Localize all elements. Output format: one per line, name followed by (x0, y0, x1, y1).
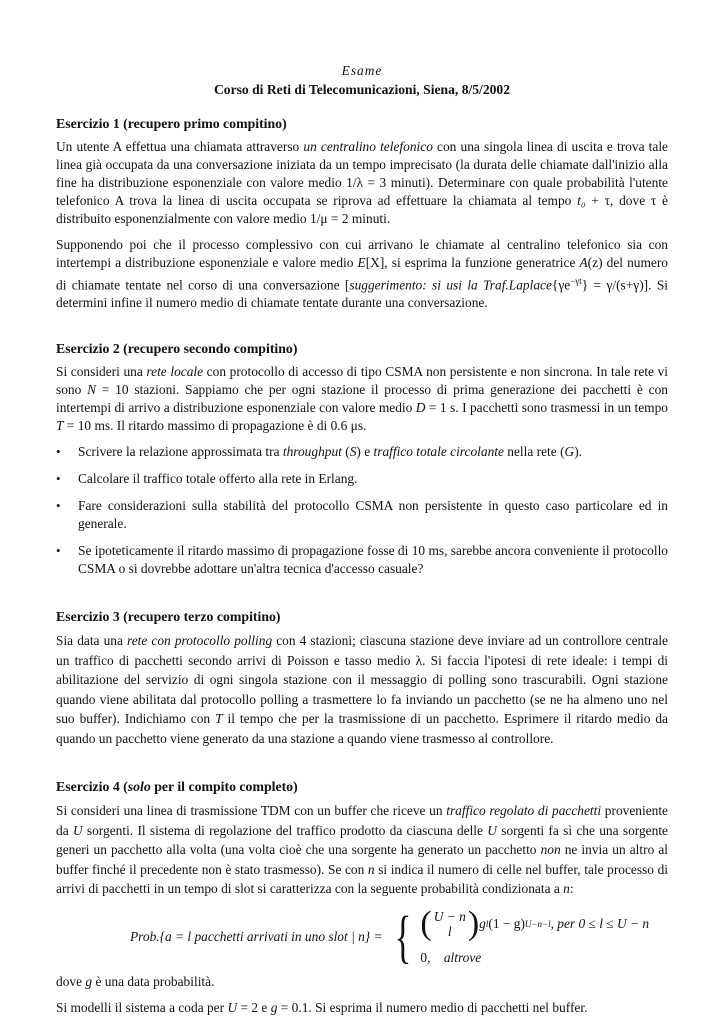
document-header (56, 62, 668, 99)
text: ). (574, 444, 583, 460)
formula-elsewhere: altrove (443, 949, 482, 965)
variable: G (564, 444, 575, 460)
text: Calcolare il traffico totale offerto alla rete in Erlang. (78, 471, 358, 487)
variable: n (367, 861, 375, 877)
text: si indica il numero di celle nel buffer, tale processo di arrivi di pacchetti in un tempo di slot si caratterizza con la seguente probabilità condizionata a (56, 861, 668, 897)
exercise-2-title: Esercizio 2 (recupero secondo compitino) (56, 341, 298, 357)
formula-g-exponent: l (485, 918, 489, 929)
formula-exponent: U−n−l (524, 918, 551, 929)
variable: D (415, 400, 426, 416)
text: con una singola linea di uscita e trova tale linea già occupata da una conversazione iniziata da un tempo imprecisato (la durata delle chiamate dall'inizio alla fine ha distribuzione esponenziale con valore medio 1/λ = 3 minuti). Determinare con quale probabilità l'utente telefonico A trova la linea di uscita occupata se riprova ad effettuare la chiamata al tempo (56, 139, 668, 208)
exercise-1-paragraph-1 (56, 138, 668, 228)
text: Esercizio 4 ( (56, 779, 128, 795)
bullet-icon: • (56, 471, 61, 487)
variable: g (270, 999, 278, 1015)
exercise-1 (56, 115, 668, 312)
variable: t₀ (577, 193, 586, 208)
text: (z) del numero di chiamate tentate nel corso di una conversazione [ (56, 255, 668, 293)
hint-emphasis: suggerimento: si usi la Traf.Laplace (349, 277, 552, 293)
variable: g (85, 973, 93, 989)
text: [X], si esprima la funzione generatrice (365, 255, 580, 270)
variable: A (579, 255, 588, 270)
variable: U (227, 999, 238, 1015)
exercise-3-paragraph (56, 631, 668, 748)
left-paren-icon: ( (420, 904, 432, 942)
variable: U (72, 822, 83, 838)
bullet-icon: • (56, 444, 61, 460)
variable: S (349, 444, 357, 460)
left-brace-icon: { (394, 903, 411, 969)
formula-one-minus-g: (1 − g) (488, 915, 525, 931)
emphasis: traffico regolato di pacchetti (446, 803, 602, 819)
text: Si consideri una linea di trasmissione TDM con un buffer che riceve un (56, 803, 447, 819)
text: ( (341, 444, 350, 460)
text: con 4 stazioni; ciascuna stazione deve inviare ad un controllore centrale un traffico di pacchetti secondo arrivi di Poisson e tasso medio λ. Si faccia l'ipotesi di rete ideale: i tempi di abilitazione del servizio di ogni singola stazione con il messaggio di polling sono trascurabili. Ogni stazione quando viene abilitata dal protocollo polling a trasmettere lo fa inviando un pacchetto (se ne ha almeno uno nel suo buffer). Indichiamo con (56, 633, 669, 727)
exercise-2-list (56, 443, 668, 578)
text: dove (56, 973, 86, 989)
formula-case-2 (420, 949, 649, 967)
text: il tempo che per la trasmissione di un pacchetto. Esprimere il ritardo medio da quando un pacchetto viene generato da una stazione a quando viene trasmesso al controllore. (56, 711, 669, 746)
exercise-2-paragraph (56, 363, 668, 435)
emphasis: non (540, 842, 561, 858)
list-item (56, 542, 668, 578)
exercise-2 (56, 340, 668, 578)
text: ) e (356, 444, 374, 460)
text: con protocollo di accesso di tipo CSMA non persistente e non sincrona. In tale rete vi sono (56, 364, 669, 398)
text: nella rete ( (503, 444, 565, 460)
list-item (56, 443, 668, 461)
binomial-coefficient (420, 904, 480, 942)
emphasis: rete locale (146, 364, 204, 380)
formula-cases (420, 904, 650, 967)
exercise-4 (56, 778, 668, 1017)
text: Sia data una (56, 633, 127, 649)
exercise-4-paragraph (56, 801, 668, 899)
exercise-3 (56, 608, 668, 748)
text: Un utente A effettua una chiamata attraverso (56, 139, 304, 154)
superscript: −γt (570, 276, 582, 286)
text: ne invia un altro al buffer finché il precedente non è stato trasmesso). Se con (56, 842, 668, 877)
binomial-top: U − n (433, 908, 466, 924)
formula-lhs: Prob.{a = l pacchetti arrivati in uno slot | n} = (130, 928, 383, 944)
variable: n (563, 881, 570, 897)
text: Fare considerazioni sulla stabilità del protocollo CSMA non persistente in questo caso particolare ed in generale. (78, 498, 668, 532)
binomial-stack (432, 909, 468, 939)
text: Si modelli il sistema a coda per (56, 999, 228, 1015)
text: è una data probabilità. (92, 973, 215, 989)
variable: E (357, 255, 366, 270)
formula-condition: , per 0 ≤ l ≤ U − n (550, 915, 650, 931)
exercise-1-title: Esercizio 1 (recupero primo compitino) (56, 116, 287, 131)
variable: T (215, 711, 223, 727)
text: = 0.1. Si esprima il numero medio di pacchetti nel buffer. (277, 999, 588, 1015)
text: sorgenti. Il sistema di regolazione del traffico prodotto da ciascuna delle (82, 822, 488, 838)
exercise-3-title: Esercizio 3 (recupero terzo compitino) (56, 609, 281, 625)
variable: N (87, 382, 97, 398)
emphasis: rete con protocollo polling (127, 633, 273, 649)
formula-g: g (479, 915, 486, 931)
bullet-icon: • (56, 543, 61, 559)
emphasis: un centralino telefonico (303, 139, 433, 154)
probability-formula (130, 903, 668, 969)
list-item (56, 497, 668, 533)
course-title: Corso di Reti di Telecomunicazioni, Siena, 8/5/2002 (213, 82, 511, 97)
text: = 1 s. I pacchetti sono trasmessi in un tempo (425, 400, 668, 416)
emphasis: traffico totale circolante (373, 444, 504, 460)
dove-line (56, 973, 668, 991)
exercise-1-paragraph-2 (56, 236, 668, 312)
exam-label: Esame (341, 63, 383, 78)
emphasis: solo (127, 779, 151, 795)
list-item (56, 470, 668, 488)
text: per il compito completo) (150, 779, 298, 795)
text: + τ, dove τ è distribuito esponenzialmente con valore medio 1/μ = 2 minuti. (56, 193, 669, 226)
right-paren-icon: ) (467, 904, 480, 942)
text: {γe (551, 277, 571, 293)
text: = 10 stazioni. Sappiamo che per ogni stazione il processo di prima generazione dei pacchetti è con intertempi di arrivo a distribuzione esponenziale con valore medio (56, 382, 668, 416)
variable: U (487, 822, 497, 838)
text: = 10 ms. Il ritardo massimo di propagazione è di 0.6 μs. (63, 418, 367, 434)
text: Supponendo poi che il processo complessivo con cui arrivano le chiamate al centralino telefonico sia con intertempi a distribuzione esponenziale e valore medio (56, 237, 668, 270)
binomial-bottom: l (447, 923, 452, 939)
emphasis: throughput (282, 444, 342, 460)
variable: T (56, 418, 64, 434)
formula-zero: 0, (420, 949, 431, 965)
formula-case-1 (420, 904, 650, 942)
text: Si consideri una (56, 364, 147, 380)
text: : (569, 881, 574, 897)
text: Scrivere la relazione approssimata tra (78, 444, 283, 460)
exercise-4-title (56, 778, 668, 796)
bullet-icon: • (56, 498, 61, 514)
text: = 2 e (237, 999, 271, 1015)
text: Se ipoteticamente il ritardo massimo di propagazione fosse di 10 ms, sarebbe ancora conveniente il protocollo CSMA o si dovrebbe adottare un'altra tecnica d'accesso casuale? (78, 543, 668, 577)
text: proveniente da (56, 803, 668, 838)
text: sorgenti fa sì che una sorgente generi un pacchetto alla volta (una volta cioè che una sorgente ha generato un pacchetto (56, 822, 668, 858)
final-question (56, 999, 668, 1017)
text: } = γ/(s+γ)]. Si determini infine il numero medio di chiamate tentate durante una conversazione. (56, 277, 668, 311)
